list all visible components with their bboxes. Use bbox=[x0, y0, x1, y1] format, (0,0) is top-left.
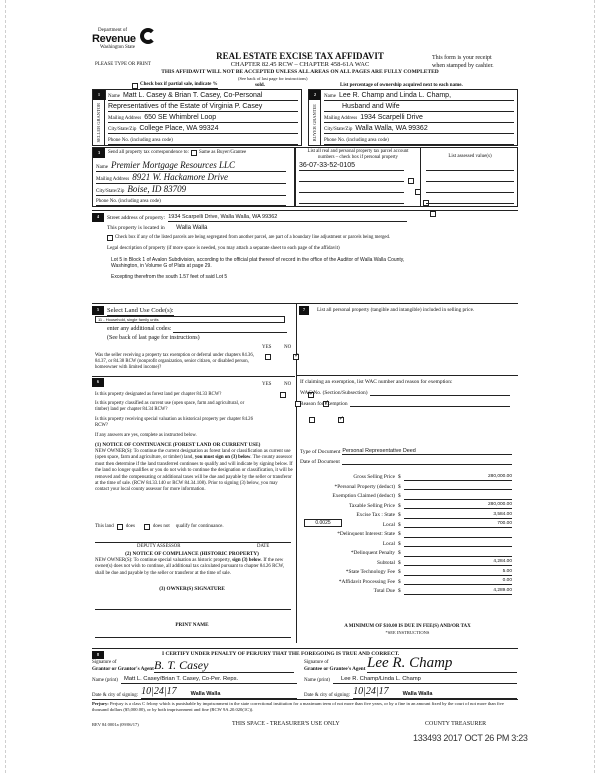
amount-label: Local bbox=[382, 540, 395, 547]
assessed-value-1[interactable] bbox=[426, 170, 514, 171]
partial-sale-checkbox[interactable] bbox=[132, 83, 138, 89]
logo-dept-label: Department of bbox=[98, 28, 128, 33]
buyer-mailing-row bbox=[324, 113, 514, 123]
grantor-date: 10|24|17 bbox=[141, 686, 177, 697]
amount-row bbox=[300, 538, 512, 548]
currency-symbol: $ bbox=[398, 531, 401, 538]
left-column bbox=[92, 303, 297, 643]
currency-symbol: $ bbox=[398, 512, 401, 519]
delinquent-penalty-field[interactable] bbox=[404, 550, 512, 557]
doc-type-row bbox=[300, 448, 512, 455]
grantor-city: Walla Walla bbox=[190, 691, 221, 698]
same-as-buyer-label: Same as Buyer/Grantee bbox=[198, 150, 247, 155]
perjury-bold: Perjury: bbox=[92, 701, 109, 706]
same-as-buyer-checkbox[interactable] bbox=[191, 150, 197, 156]
buyer-name-label: Name bbox=[324, 94, 336, 99]
seller-side-label-box bbox=[93, 100, 105, 146]
amount-row bbox=[300, 547, 512, 557]
legal-description-line-3: Excepting therefrom the south 1.57 feet of said Lot 5 bbox=[111, 274, 228, 280]
currency-symbol: $ bbox=[398, 540, 401, 547]
amount-row bbox=[300, 490, 512, 500]
deputy-assessor-line[interactable] bbox=[95, 542, 291, 543]
personal-property-area[interactable] bbox=[297, 319, 518, 374]
buyer-side-label: BUYER GRANTEE bbox=[311, 104, 317, 142]
section-number-3: 3 bbox=[93, 148, 105, 158]
land-use-yes-header: YES bbox=[262, 345, 272, 350]
segregated-label: Check box if any of the listed parcels are being segregated from another parcel, are part of a boundary line adjustment or parcels being merged. bbox=[115, 235, 391, 241]
reason-field[interactable] bbox=[350, 401, 510, 407]
delinquent-interest-state-field[interactable] bbox=[404, 531, 512, 538]
form-title: REAL ESTATE EXCISE TAX AFFIDAVIT bbox=[216, 51, 384, 61]
currency-symbol: $ bbox=[398, 483, 401, 490]
land-use-title: Select Land Use Code(s): bbox=[107, 307, 174, 314]
delinquent-interest-local-field[interactable] bbox=[404, 540, 512, 547]
if-yes-note: If any answers are yes, complete as instructed below. bbox=[95, 433, 197, 438]
send-correspondence-row bbox=[108, 150, 246, 156]
buyer-mailing-label: Mailing Address bbox=[324, 116, 358, 121]
buyer-phone-label: Phone No. (including area code) bbox=[324, 138, 389, 143]
buyer-phone-row bbox=[324, 135, 514, 145]
street-address-field[interactable]: 1934 Scarpelli Drive, Walla Walla, WA 99362 bbox=[168, 214, 407, 222]
doc-date-row bbox=[300, 459, 512, 465]
total-due-field[interactable]: 4,289.00 bbox=[404, 588, 512, 595]
amount-label: Total Due bbox=[373, 588, 395, 595]
buyer-name-field-2[interactable]: Husband and Wife bbox=[342, 102, 400, 110]
doc-type-field[interactable]: Personal Representative Deed bbox=[342, 448, 512, 455]
personal-property-label: List all personal property (tangible and intangible) included in selling price. bbox=[317, 307, 475, 313]
amount-row bbox=[300, 585, 512, 595]
located-row bbox=[107, 225, 207, 232]
seller-name-field-2[interactable]: Representatives of the Estate of Virginia P. Casey bbox=[108, 102, 263, 110]
wac-label: WAC No. (Section/Subsection) bbox=[300, 390, 368, 396]
send-correspondence-label: Send all property tax correspondence to: bbox=[108, 150, 189, 155]
s6-yes-header: YES bbox=[262, 382, 272, 387]
corr-name-field[interactable]: Premier Mortgage Resources LLC bbox=[110, 160, 236, 171]
certification-section bbox=[92, 648, 518, 716]
amounts-table bbox=[300, 471, 512, 595]
continuance-row bbox=[95, 524, 224, 530]
amount-row bbox=[300, 509, 512, 519]
section-number-5: 5 bbox=[92, 306, 104, 315]
corr-name-label: Name bbox=[96, 165, 108, 170]
wac-field[interactable] bbox=[370, 390, 510, 396]
reason-label: Reason for exemption bbox=[300, 401, 348, 407]
grantee-city: Walla Walla bbox=[402, 691, 433, 698]
not-accepted-notice: THIS AFFIDAVIT WILL NOT BE ACCEPTED UNLESS ALL AREAS ON ALL PAGES ARE FULLY COMPLETED bbox=[161, 69, 439, 75]
seller-side-label: SELLER GRANTOR bbox=[95, 103, 101, 143]
currency-symbol: $ bbox=[398, 559, 401, 566]
seller-city-label: City/State/Zip bbox=[108, 127, 137, 132]
amount-row bbox=[300, 519, 512, 529]
processing-fee-field[interactable]: 0.00 bbox=[404, 578, 512, 585]
grantor-name-row bbox=[92, 676, 297, 684]
buyer-name-row-2 bbox=[324, 102, 514, 112]
parcel-numbers-header: List all real and personal property tax parcel account numbers – check box if personal property bbox=[307, 149, 409, 160]
currency-symbol: $ bbox=[398, 578, 401, 585]
corr-phone-label: Phone No. (including area code) bbox=[96, 199, 161, 204]
corr-city-label: City/State/Zip bbox=[96, 189, 125, 194]
exemption-yes-checkbox[interactable] bbox=[265, 354, 271, 360]
amount-label: Taxable Selling Price bbox=[348, 502, 395, 509]
grantor-sig-label-2: Grantor or Grantor's Agent bbox=[92, 666, 154, 672]
please-type-label: PLEASE TYPE OR PRINT bbox=[95, 62, 151, 67]
section-number-6: 6 bbox=[92, 378, 104, 387]
owner-signature-line[interactable] bbox=[95, 609, 291, 610]
amount-label: Local bbox=[382, 521, 395, 528]
amount-row bbox=[300, 500, 512, 510]
property-section bbox=[92, 210, 518, 300]
seller-city-row bbox=[108, 124, 298, 134]
seller-mailing-label: Mailing Address bbox=[108, 116, 142, 121]
see-instructions: *SEE INSTRUCTIONS bbox=[385, 630, 430, 635]
does-checkbox[interactable] bbox=[117, 524, 123, 530]
partial-sale-label: Check box if partial sale, indicate % bbox=[140, 82, 218, 87]
buyer-city-row bbox=[324, 124, 514, 134]
county-treasurer-label: COUNTY TREASURER bbox=[425, 721, 487, 727]
reason-row bbox=[300, 401, 510, 407]
notice2-bold: sign (3) below bbox=[232, 558, 261, 563]
notice1-body bbox=[95, 449, 293, 494]
this-land-label: This land bbox=[95, 524, 114, 529]
grantor-date-label: Date & city of signing: bbox=[92, 693, 139, 698]
print-name-label: PRINT NAME bbox=[175, 622, 209, 628]
corr-mailing-label: Mailing Address bbox=[96, 177, 130, 182]
amount-row bbox=[300, 481, 512, 491]
grantor-date-field[interactable] bbox=[141, 686, 297, 699]
currency-symbol: $ bbox=[398, 569, 401, 576]
street-address-row bbox=[107, 214, 407, 222]
grantor-signature-field[interactable]: B. T. Casey bbox=[154, 658, 294, 673]
seller-name-row bbox=[108, 91, 298, 101]
personal-property-deduct-field[interactable] bbox=[404, 483, 512, 490]
exemption-question: Was the seller receiving a property tax exemption or deferral under chapters 84.36, 84.37, or 84.38 RCW (nonprofit organization, senior citizen, or disabled person, homeowner with limited income)? bbox=[95, 353, 254, 370]
seller-mailing-field[interactable]: 650 SE Whimbrel Loop bbox=[144, 113, 217, 121]
parcel-row-3[interactable] bbox=[299, 184, 404, 193]
receipt-note-2: when stamped by cashier. bbox=[432, 63, 494, 69]
seller-name-row-2 bbox=[108, 102, 298, 112]
seller-name-field[interactable]: Matt L. Casey & Brian T. Casey, Co-Personal bbox=[122, 91, 263, 99]
notice1-bold: you must sign on (3) below bbox=[194, 455, 251, 461]
parcel-1-personal-checkbox[interactable] bbox=[408, 178, 414, 184]
chapter-line: CHAPTER 82.45 RCW – CHAPTER 458-61A WAC bbox=[230, 61, 370, 68]
parcel-number-1[interactable]: 36-07-33-52-0105 bbox=[299, 161, 356, 169]
forest-yes-checkbox[interactable] bbox=[280, 392, 286, 398]
additional-codes-field[interactable] bbox=[173, 327, 287, 333]
doc-date-label: Date of Document bbox=[300, 459, 340, 465]
parcel-row-4[interactable] bbox=[299, 195, 404, 204]
parcels-section bbox=[295, 147, 518, 207]
assessed-value-3[interactable] bbox=[426, 192, 514, 193]
grantee-date-field[interactable] bbox=[353, 686, 517, 699]
segregated-row bbox=[107, 235, 390, 241]
legal-description-line-2: Washington, in Volume G of Plats at page 29. bbox=[111, 263, 212, 269]
land-use-no-header: NO bbox=[284, 345, 292, 350]
amount-row bbox=[300, 528, 512, 538]
does-not-checkbox[interactable] bbox=[144, 524, 150, 530]
land-use-see-back: (See back of last page for instructions) bbox=[107, 335, 200, 341]
buyer-section bbox=[308, 89, 518, 146]
currency-symbol: $ bbox=[398, 550, 401, 557]
deputy-assessor-label: DEPUTY ASSESSOR bbox=[137, 544, 181, 549]
excise-tax-local-field[interactable]: 700.00 bbox=[404, 521, 512, 528]
certify-statement: I CERTIFY UNDER PENALTY OF PERJURY THAT THE FOREGOING IS TRUE AND CORRECT. bbox=[162, 651, 400, 657]
amount-label: *Personal Property (deduct) bbox=[334, 483, 395, 490]
parcel-row-1 bbox=[299, 162, 404, 171]
seller-phone-label: Phone No. (including area code) bbox=[108, 138, 173, 143]
currency-symbol: $ bbox=[398, 493, 401, 500]
buyer-city-label: City/State/Zip bbox=[324, 127, 353, 132]
subtotal-field[interactable]: 4,284.00 bbox=[404, 559, 512, 566]
seller-section bbox=[92, 89, 302, 146]
buyer-name-row bbox=[324, 91, 514, 101]
treasurer-use-label: THIS SPACE - TREASURER'S USE ONLY bbox=[232, 721, 340, 727]
notice2-body-b: . If the new owner(s) does not wish to continue, all additional tax calculated pursuant to chapter 84.26 RCW, shall be due and payable by the seller or transferor at the time of sale. bbox=[95, 558, 285, 576]
grantee-date-row bbox=[304, 686, 517, 699]
exemption-claim-label: If claiming an exemption, list WAC number and reason for exemption: bbox=[300, 379, 453, 385]
treasurer-stamp: 133493 2017 OCT 26 PM 3:23 bbox=[413, 733, 528, 743]
section-number-8: 8 bbox=[92, 651, 104, 659]
amount-row bbox=[300, 566, 512, 576]
grantee-name-row bbox=[304, 676, 517, 684]
corr-city-field[interactable]: Boise, ID 83709 bbox=[127, 184, 187, 195]
grantor-name-label: Name (print) bbox=[92, 677, 118, 683]
perjury-notice bbox=[92, 701, 518, 713]
grantee-sig-label-2: Grantee or Grantee's Agent bbox=[304, 666, 366, 672]
taxable-selling-price-field[interactable]: 280,000.00 bbox=[404, 502, 512, 509]
grantee-sig-label-1: Signature of bbox=[304, 660, 329, 665]
wac-row bbox=[300, 390, 510, 396]
assessed-value-4[interactable] bbox=[426, 203, 514, 204]
assessed-values-header: List assessed value(s) bbox=[448, 154, 492, 159]
current-use-question: Is this property classified as current use (open space, farm and agricultural, or timber) land per chapter 84.34 RCW? bbox=[95, 401, 245, 412]
amount-row bbox=[300, 576, 512, 586]
notice2-title: (2) NOTICE OF COMPLIANCE (HISTORIC PROPERTY) bbox=[125, 551, 259, 557]
section-number-2: 2 bbox=[309, 90, 321, 100]
parcel-numbers-col bbox=[296, 148, 421, 207]
parcel-row-2[interactable] bbox=[299, 173, 404, 182]
segregated-checkbox[interactable] bbox=[107, 235, 113, 241]
amount-label: *State Technology Fee bbox=[345, 569, 395, 576]
section-number-7: 7 bbox=[299, 306, 309, 315]
street-address-label: Street address of property: bbox=[107, 215, 166, 221]
grantor-name-field[interactable]: Matt L. Casey/Brian T. Casey, Co-Per. Reps. bbox=[121, 676, 297, 684]
grantee-date: 10|24|17 bbox=[353, 686, 389, 697]
gross-selling-price-field[interactable]: 280,000.00 bbox=[404, 474, 512, 481]
amount-label: *Delinquent Interest: State bbox=[337, 531, 395, 538]
notice2-body bbox=[95, 558, 293, 577]
grantor-sig-label-1: Signature of bbox=[92, 660, 117, 665]
amount-label: Exemption Claimed (deduct) bbox=[332, 493, 395, 500]
list-percentage-note: List percentage of ownership acquired next to each name. bbox=[340, 83, 463, 88]
notice1-body-a: NEW OWNER(S): To continue the current designation as forest land or classification as current use (open space, farm and agriculture, or timber) land, bbox=[95, 449, 291, 461]
exemption-claimed-field[interactable] bbox=[404, 493, 512, 500]
amount-label: Subtotal bbox=[377, 559, 395, 566]
grantee-signature-field[interactable]: Lee R. Champ bbox=[367, 654, 517, 673]
seller-mailing-row bbox=[108, 113, 298, 123]
section6-divider bbox=[92, 376, 295, 377]
located-field[interactable]: Walla Walla bbox=[176, 225, 208, 231]
corr-mailing-row bbox=[96, 173, 286, 184]
section-number-4: 4 bbox=[92, 213, 104, 222]
notice1-title: (1) NOTICE OF CONTINUANCE (FOREST LAND OR CURRENT USE) bbox=[95, 442, 261, 448]
amount-label: *Affidavit Processing Fee bbox=[338, 578, 395, 585]
page-edge-right bbox=[594, 0, 595, 773]
amount-row bbox=[300, 471, 512, 481]
located-label: This property is located in bbox=[107, 225, 165, 231]
currency-symbol: $ bbox=[398, 502, 401, 509]
parcel-2-personal-checkbox[interactable] bbox=[415, 189, 421, 195]
grantee-name-label: Name (print) bbox=[304, 677, 330, 683]
see-back-note: (See back of last page for instructions) bbox=[238, 76, 308, 81]
currency-symbol: $ bbox=[398, 521, 401, 528]
perjury-divider bbox=[92, 699, 518, 700]
partial-sale-row bbox=[132, 82, 218, 89]
legal-description-label: Legal description of property (if more space is needed, you may attach a separate sheet to each page of the affidavit) bbox=[107, 246, 340, 251]
amount-label: Excise Tax : State bbox=[356, 512, 395, 519]
revenue-logo-icon bbox=[140, 28, 156, 44]
grantor-date-row bbox=[92, 686, 297, 699]
currency-symbol: $ bbox=[398, 588, 401, 595]
technology-fee-field[interactable]: 5.00 bbox=[404, 569, 512, 576]
logo-state: Washington State bbox=[100, 45, 136, 50]
assessed-value-2[interactable] bbox=[426, 181, 514, 182]
perjury-text: Perjury is a class C felony which is punishable by imprisonment in the state correctional institution for a maximum term of not more than five years, or by a fine in an amount fixed by the court of not more than five thousand dollars ($5,000.00), or by both imprisonment and fine (RCW 9A.20.020(1C)). bbox=[92, 701, 504, 713]
right-column bbox=[297, 303, 518, 643]
corr-city-row bbox=[96, 185, 286, 196]
receipt-note-1: This form is your receipt bbox=[432, 55, 492, 61]
legal-description-line-1: Lot 5 in Block 1 of Avalon Subdivision, according to the official plat thereof of record in the office of the Auditor of Walla Walla County, bbox=[111, 257, 405, 263]
logo-revenue: Revenue bbox=[92, 33, 136, 45]
excise-tax-state-field[interactable]: 3,584.00 bbox=[404, 512, 512, 519]
historic-question: Is this property receiving special valuation as historical property per chapter 84.26 RCW? bbox=[95, 417, 253, 428]
seller-city-field[interactable]: College Place, WA 99324 bbox=[139, 124, 219, 132]
dor-logo bbox=[92, 28, 162, 58]
does-label: does bbox=[125, 524, 135, 529]
print-name-line[interactable] bbox=[95, 637, 291, 638]
minimum-note: A MINIMUM OF $10.00 IS DUE IN FEE(S) AND/OR TAX bbox=[344, 624, 471, 629]
s6-no-header: NO bbox=[284, 382, 292, 387]
doc-date-field[interactable] bbox=[342, 459, 512, 465]
section7-divider bbox=[297, 375, 518, 376]
date-label: DATE bbox=[257, 544, 270, 549]
forest-question: Is this property designated as forest land per chapter 84.33 RCW? bbox=[95, 392, 222, 397]
does-not-label: does not bbox=[152, 524, 170, 529]
amount-row bbox=[300, 557, 512, 567]
corr-name-row bbox=[96, 161, 286, 172]
additional-codes-row bbox=[107, 326, 287, 333]
local-rate-field[interactable]: 0.0025 bbox=[304, 519, 342, 527]
sold-label: sold. bbox=[255, 83, 265, 88]
amount-label: Gross Selling Price bbox=[353, 474, 395, 481]
seller-name-label: Name bbox=[108, 94, 120, 99]
section-number-1: 1 bbox=[93, 90, 105, 100]
owner-signature-title: (3) OWNER(S) SIGNATURE bbox=[159, 586, 225, 592]
amount-label: *Delinquent Penalty bbox=[350, 550, 395, 557]
notice2-body-a: NEW OWNER(S): To continue special valuation as historic property, bbox=[95, 558, 231, 563]
page-edge-left bbox=[5, 0, 6, 773]
currency-symbol: $ bbox=[398, 474, 401, 481]
grantee-date-label: Date & city of signing: bbox=[304, 693, 351, 698]
qualify-label: qualify for continuance. bbox=[175, 524, 224, 529]
land-use-select[interactable]: 11 - Household, single family units bbox=[95, 316, 285, 323]
notice1-body-b: . The county assessor must then determine if the land transferred continues to qualify and will indicate by signing below. If the land no longer qualifies or you do not wish to continue the designation or classification, it will be removed and the compensating or additional taxes will be due and payable by the seller or transferor at the time of sale. (RCW 84.33.140 or RCW 84.34.108). Prior to signing (3) below, you may contact your local county assessor for more information. bbox=[95, 455, 293, 493]
grantee-name-field[interactable]: Lee R. Champ/Linda L. Champ bbox=[333, 676, 517, 684]
buyer-name-field[interactable]: Lee R. Champ and Linda L. Champ, bbox=[338, 91, 452, 99]
buyer-city-field[interactable]: Walla Walla, WA 99362 bbox=[355, 124, 428, 132]
buyer-mailing-field[interactable]: 1934 Scarpelli Drive bbox=[360, 113, 423, 121]
buyer-side-label-box bbox=[309, 100, 321, 146]
corr-phone-row bbox=[96, 197, 286, 206]
correspondence-section bbox=[92, 147, 295, 207]
corr-mailing-field[interactable]: 8921 W. Hackamore Drive bbox=[132, 172, 229, 183]
additional-codes-label: enter any additional codes: bbox=[107, 326, 172, 332]
rev-number: REV 84 0001a (09/06/17) bbox=[92, 722, 139, 727]
doc-type-label: Type of Document bbox=[300, 449, 341, 455]
seller-phone-row bbox=[108, 135, 298, 145]
